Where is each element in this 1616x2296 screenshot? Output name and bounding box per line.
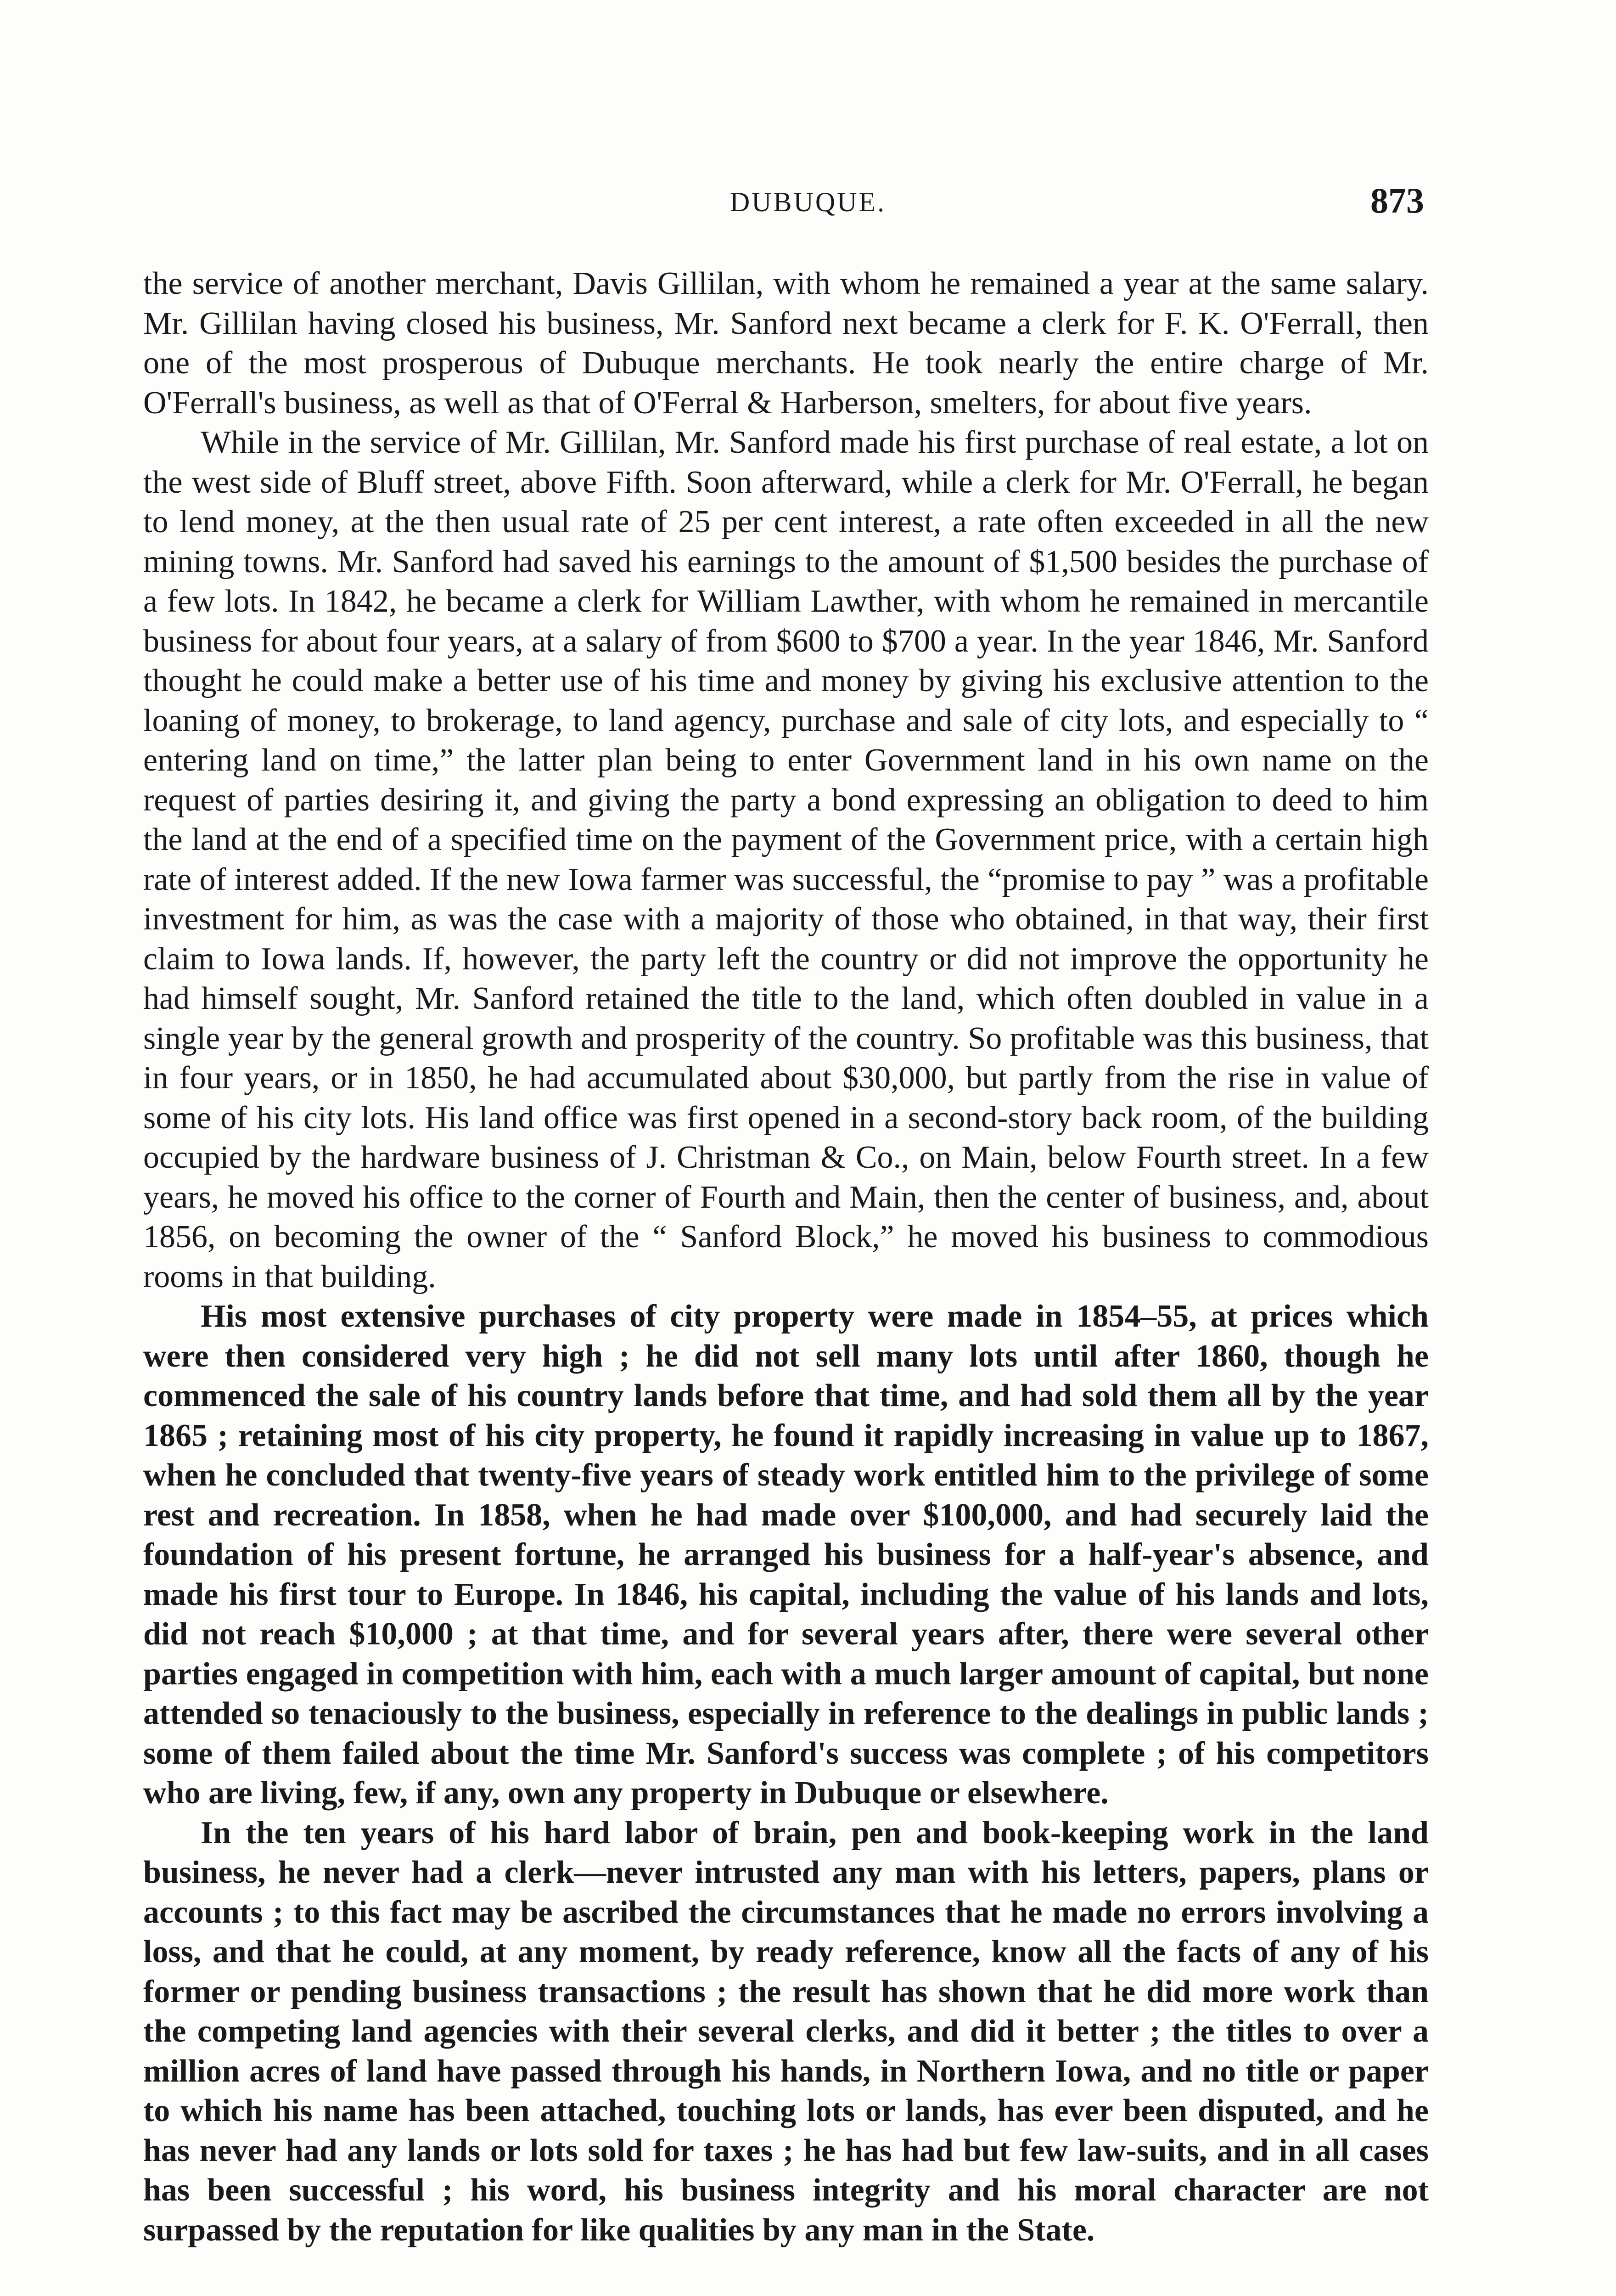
body-text [143,264,1429,2250]
running-head-title: DUBUQUE. [729,187,887,217]
paragraph-city-property: His most extensive purchases of city property were made in 1854–55, at prices which were then considered very high ; he did not sell many lots until after 1860, though he commenced the sale of his country lands before that time, and had sold them all by the year 1865 ; retaining most of his city property, he found it rapidly increasing in value up to 1867, when he concluded that twenty-five years of steady work entitled him to the privilege of some rest and recreation. In 1858, when he had made over $100,000, and had securely laid the foundation of his present fortune, he arranged his business for a half-year's absence, and made his first tour to Europe. In 1846, his capital, including the value of his lands and lots, did not reach $10,000 ; at that time, and for several years after, there were several other parties engaged in competition with him, each with a much larger amount of capital, but none attended so tenaciously to the business, especially in reference to the dealings in public lands ; some of them failed about the time Mr. Sanford's success was complete ; of his competitors who are living, few, if any, own any property in Dubuque or elsewhere. [143,1299,1429,1811]
paragraph-land-business: In the ten years of his hard labor of brain, pen and book-keeping work in the land business, he never had a clerk—never intrusted any man with his letters, papers, plans or accounts ; to this fact may be ascribed the circumstances that he made no errors involving a loss, and that he could, at any moment, by ready reference, know all the facts of any of his former or pending business transactions ; the result has shown that he did more work than the competing land agencies with their several clerks, and did it better ; the titles to over a million acres of land have passed through his hands, in Northern Iowa, and no title or paper to which his name has been attached, touching lots or lands, has ever been disputed, and he has never had any lands or lots sold for taxes ; he has had but few law-suits, and in all cases has been successful ; his word, his business integrity and his moral character are not surpassed by the reputation for like qualities by any man in the State. [143,1815,1429,2248]
paragraph-continued: the service of another merchant, Davis Gillilan, with whom he remained a year at the same salary. Mr. Gillilan having closed his business, Mr. Sanford next became a clerk for F. K. O'Ferrall, then one of the most prosperous of Dubuque merchants. He took nearly the entire charge of Mr. O'Ferrall's business, as well as that of O'Ferral & Harberson, smelters, for about five years. [143,266,1429,421]
page-number: 873 [1370,180,1424,220]
paragraph-real-estate: While in the service of Mr. Gillilan, Mr. Sanford made his first purchase of real estate, a lot on the west side of Bluff street, above Fifth. Soon afterward, while a clerk for Mr. O'Ferrall, he began to lend money, at the then usual rate of 25 per cent interest, a rate often exceeded in all the new mining towns. Mr. Sanford had saved his earnings to the amount of $1,500 besides the purchase of a few lots. In 1842, he became a clerk for William Lawther, with whom he remained in mercantile business for about four years, at a salary of from $600 to $700 a year. In the year 1846, Mr. Sanford thought he could make a better use of his time and money by giving his exclusive attention to the loaning of money, to brokerage, to land agency, purchase and sale of city lots, and especially to “ entering land on time,” the latter plan being to enter Government land in his own name on the request of parties desiring it, and giving the party a bond expressing an obligation to deed to him the land at the end of a specified time on the payment of the Government price, with a certain high rate of interest added. If the new Iowa farmer was successful, the “promise to pay ” was a profitable investment for him, as was the case with a majority of those who obtained, in that way, their first claim to Iowa lands. If, however, the party left the country or did not improve the opportunity he had himself sought, Mr. Sanford retained the title to the land, which often doubled in value in a single year by the general growth and prosperity of the country. So profitable was this business, that in four years, or in 1850, he had accumulated about $30,000, but partly from the rise in value of some of his city lots. His land office was first opened in a second-story back room, of the building occupied by the hardware business of J. Christman & Co., on Main, below Fourth street. In a few years, he moved his office to the corner of Fourth and Main, then the center of business, and, about 1856, on becoming the owner of the “ Sanford Block,” he moved his business to commodious rooms in that building. [143,425,1429,1294]
running-head [0,180,1616,220]
